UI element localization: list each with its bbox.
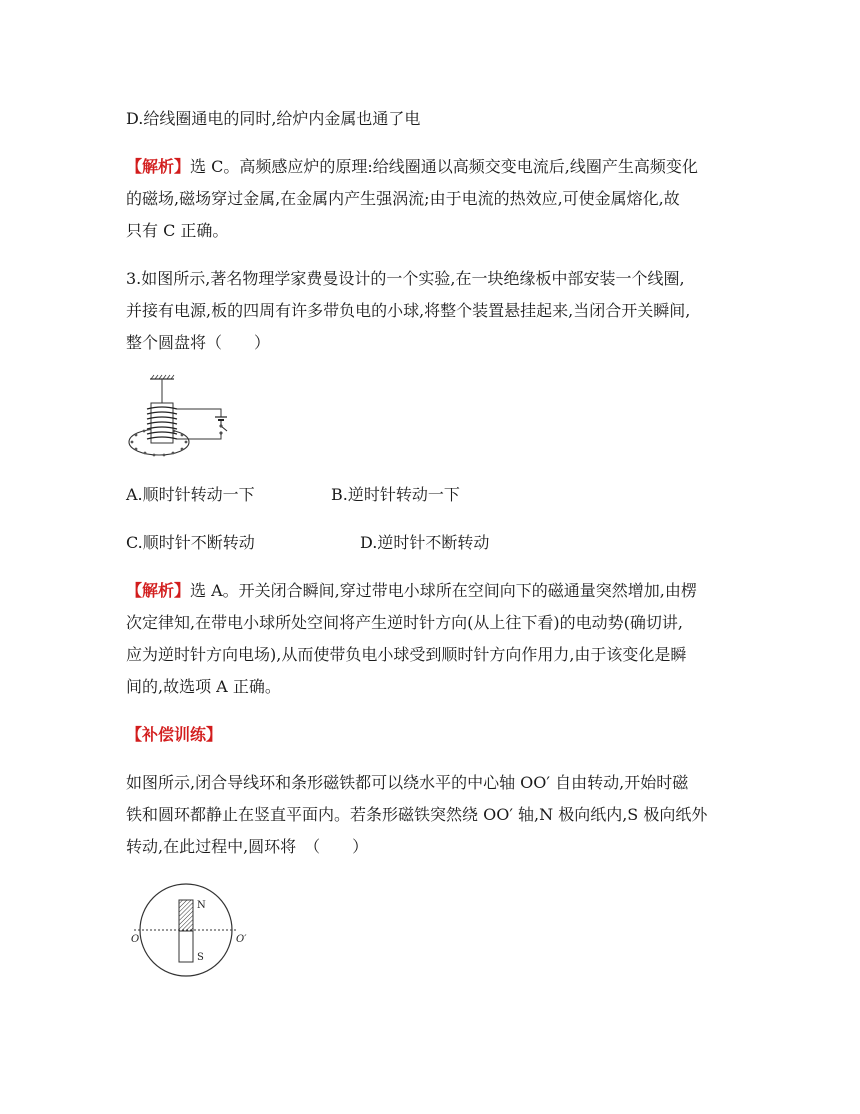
- switch-icon: [220, 424, 227, 434]
- q3-option-d: D.逆时针不断转动: [360, 533, 490, 552]
- supplement-line-2: 铁和圆环都静止在竖直平面内。若条形磁铁突然绕 OO′ 轴,N 极向纸内,S 极向纸外: [126, 805, 708, 824]
- analysis1-line-2: 的磁场,磁场穿过金属,在金属内产生强涡流;由于电流的热效应,可使金属熔化,故: [126, 189, 680, 208]
- q3-option-a: A.顺时针转动一下: [126, 485, 255, 504]
- analysis2-tag: 【解析】: [126, 581, 191, 600]
- north-pole-label: N: [197, 900, 206, 911]
- q2-option-d: D.给线圈通电的同时,给炉内金属也通了电: [126, 109, 421, 128]
- analysis2-line-1: [126, 581, 697, 601]
- supplement-heading: 【补偿训练】: [126, 725, 223, 744]
- battery-icon: [215, 417, 227, 424]
- ring-magnet-figure: [126, 880, 256, 980]
- analysis2-line-3: 应为逆时针方向电场),从而使带负电小球受到顺时针方向作用力,由于该变化是瞬: [126, 645, 687, 664]
- supplement-line-3: 转动,在此过程中,圆环将 （ ）: [126, 837, 369, 856]
- q3-option-b: B.逆时针转动一下: [331, 485, 460, 504]
- bar-magnet: [179, 900, 193, 962]
- coil: [147, 403, 177, 443]
- south-pole-label: S: [197, 952, 204, 963]
- q3-option-c: C.顺时针不断转动: [126, 533, 255, 552]
- q3-stem-line-3: 整个圆盘将（ ）: [126, 333, 271, 352]
- supplement-line-1: 如图所示,闭合导线环和条形磁铁都可以绕水平的中心轴 OO′ 自由转动,开始时磁: [126, 773, 689, 792]
- analysis1-text-1: 选 C。高频感应炉的原理:给线圈通以高频交变电流后,线圈产生高频变化: [190, 157, 698, 176]
- analysis1-tag: 【解析】: [126, 157, 191, 176]
- analysis2-line-4: 间的,故选项 A 正确。: [126, 677, 281, 696]
- ceiling-support: [150, 375, 174, 403]
- q3-stem-line-1: 3.如图所示,著名物理学家费曼设计的一个实验,在一块绝缘板中部安装一个线圈,: [126, 269, 685, 288]
- analysis2-text-1: 选 A。开关闭合瞬间,穿过带电小球所在空间向下的磁通量突然增加,由楞: [190, 581, 697, 600]
- analysis1-line-3: 只有 C 正确。: [126, 221, 229, 240]
- q3-stem-line-2: 并接有电源,板的四周有许多带负电的小球,将整个装置悬挂起来,当闭合开关瞬间,: [126, 301, 691, 320]
- analysis1-line-1: [126, 157, 698, 177]
- analysis2-line-2: 次定律知,在带电小球所处空间将产生逆时针方向(从上往下看)的电动势(确切讲,: [126, 613, 683, 632]
- axis-o-prime-label: O′: [236, 934, 247, 945]
- axis-o-label: O: [131, 934, 140, 945]
- feynman-disk-figure: [124, 373, 234, 468]
